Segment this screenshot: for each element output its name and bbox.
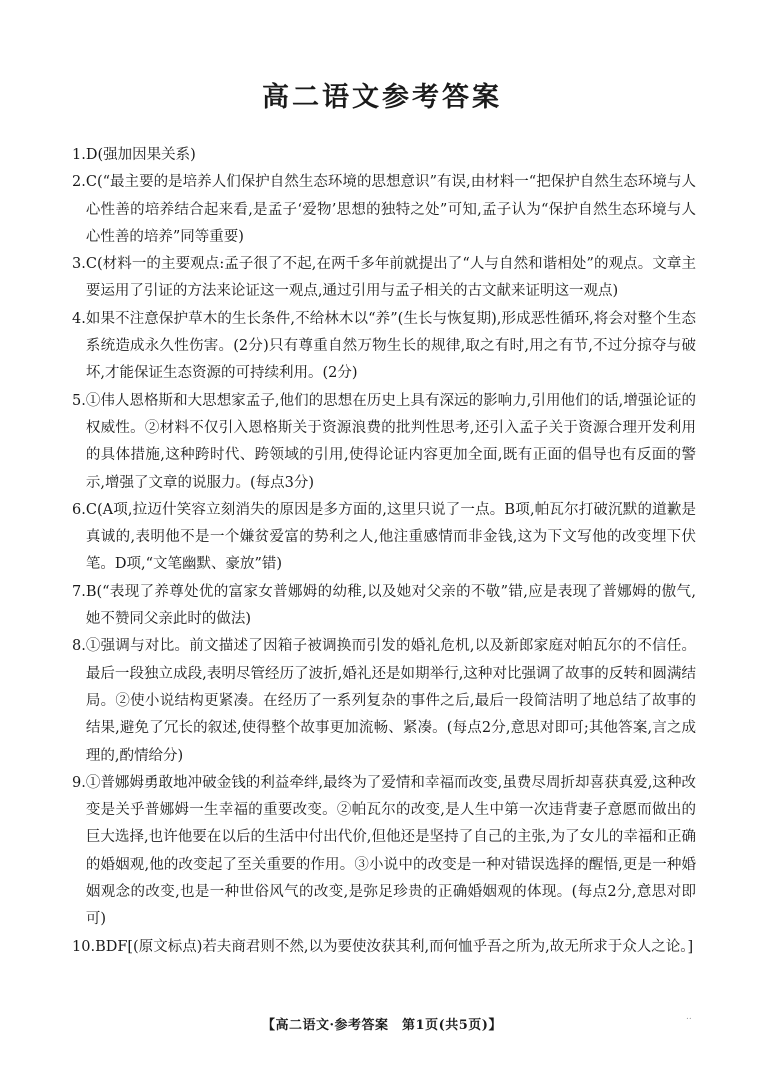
answer-list	[72, 142, 696, 961]
answer-number: 1.	[72, 147, 86, 163]
answer-item-10	[72, 934, 696, 961]
answer-text: C(“最主要的是培养人们保护自然生态环境的思想意识”有误,由材料一“把保护自然生态环境与人心性善的培养结合起来看,是孟子‘爱物’思想的独特之处”可知,孟子认为“保护自然生态环境与人心性善的培养”同等重要)	[85, 174, 696, 245]
answer-item-2	[72, 169, 696, 251]
answer-text: ①强调与对比。前文描述了因箱子被调换而引发的婚礼危机,以及新郎家庭对帕瓦尔的不信任。最后一段独立成段,表明尽管经历了波折,婚礼还是如期举行,这种对比强调了故事的反转和圆满结局。②使小说结构更紧凑。在经历了一系列复杂的事件之后,最后一段简洁明了地总结了故事的结果,避免了冗长的叙述,使得整个故事更加流畅、紧凑。(每点2分,意思对即可;其他答案,言之成理的,酌情给分)	[85, 638, 696, 764]
answer-number: 6.	[72, 501, 86, 518]
page-title: 高二语文参考答案	[262, 82, 502, 113]
answer-item-4	[72, 306, 696, 388]
answer-text: D(强加因果关系)	[85, 147, 196, 163]
answer-text: ①伟人恩格斯和大思想家孟子,他们的思想在历史上具有深远的影响力,引用他们的话,增强论证的权威性。②材料不仅引入恩格斯关于资源浪费的批判性思考,还引入孟子关于资源合理开发利用的具体措施,这种跨时代、跨领域的引用,使得论证内容更加全面,既有正面的倡导也有反面的警示,增强了文章的说服力。(每点3分)	[85, 392, 696, 491]
answer-item-8	[72, 633, 696, 769]
answer-item-3	[72, 251, 696, 306]
answer-item-7	[72, 579, 696, 634]
answer-number: 9.	[72, 774, 86, 791]
page-footer: 【高二语文·参考答案 第1页(共5页)】	[262, 1018, 502, 1033]
answer-item-9	[72, 770, 696, 934]
answer-number: 3.	[72, 256, 86, 273]
answer-number: 5.	[72, 392, 86, 409]
answer-text: C(材料一的主要观点:孟子很了不起,在两千多年前就提出了“人与自然和谐相处”的观点。文章主要运用了引证的方法来论证这一观点,通过引用与孟子相关的古文献来证明这一观点)	[85, 256, 696, 300]
corner-mark: ..	[686, 1012, 692, 1022]
answer-number: 8.	[72, 638, 86, 655]
answer-number: 4.	[72, 310, 86, 327]
answer-number: 2.	[72, 174, 86, 191]
answer-text: BDF[(原文标点)若夫商君则不然,以为要使汝获其利,而何恤乎吾之所为,故无所求于众人之论。]	[95, 938, 694, 955]
answer-item-1	[72, 142, 696, 169]
answer-number: 10.	[72, 938, 96, 955]
answer-text: ①普娜姆勇敢地冲破金钱的利益牵绊,最终为了爱情和幸福而改变,虽费尽周折却喜获真爱,这种改变是关乎普娜姆一生幸福的重要改变。②帕瓦尔的改变,是人生中第一次违背妻子意愿而做出的巨大选择,也许他要在以后的生活中付出代价,但他还是坚持了自己的主张,为了女儿的幸福和正确的婚姻观,他的改变起了至关重要的作用。③小说中的改变是一种对错误选择的醒悟,更是一种婚姻观念的改变,也是一种世俗风气的改变,是弥足珍贵的正确婚姻观的体现。(每点2分,意思对即可)	[85, 774, 696, 928]
answer-item-5	[72, 388, 696, 497]
answer-text: 如果不注意保护草木的生长条件,不给林木以“养”(生长与恢复期),形成恶性循环,将会对整个生态系统造成永久性伤害。(2分)只有尊重自然万物生长的规律,取之有时,用之有节,不过分掠夺与破坏,才能保证生态资源的可持续利用。(2分)	[85, 310, 696, 382]
answer-text: C(A项,拉迈什笑容立刻消失的原因是多方面的,这里只说了一点。B项,帕瓦尔打破沉默的道歉是真诚的,表明他不是一个嫌贫爱富的势利之人,他注重感情而非金钱,这为下文写他的改变埋下伏笔。D项,“文笔幽默、豪放”错)	[85, 501, 696, 573]
answer-item-6	[72, 497, 696, 579]
answer-number: 7.	[72, 583, 86, 600]
answer-text: B(“表现了养尊处优的富家女普娜姆的幼稚,以及她对父亲的不敬”错,应是表现了普娜姆的傲气,她不赞同父亲此时的做法)	[85, 583, 696, 628]
